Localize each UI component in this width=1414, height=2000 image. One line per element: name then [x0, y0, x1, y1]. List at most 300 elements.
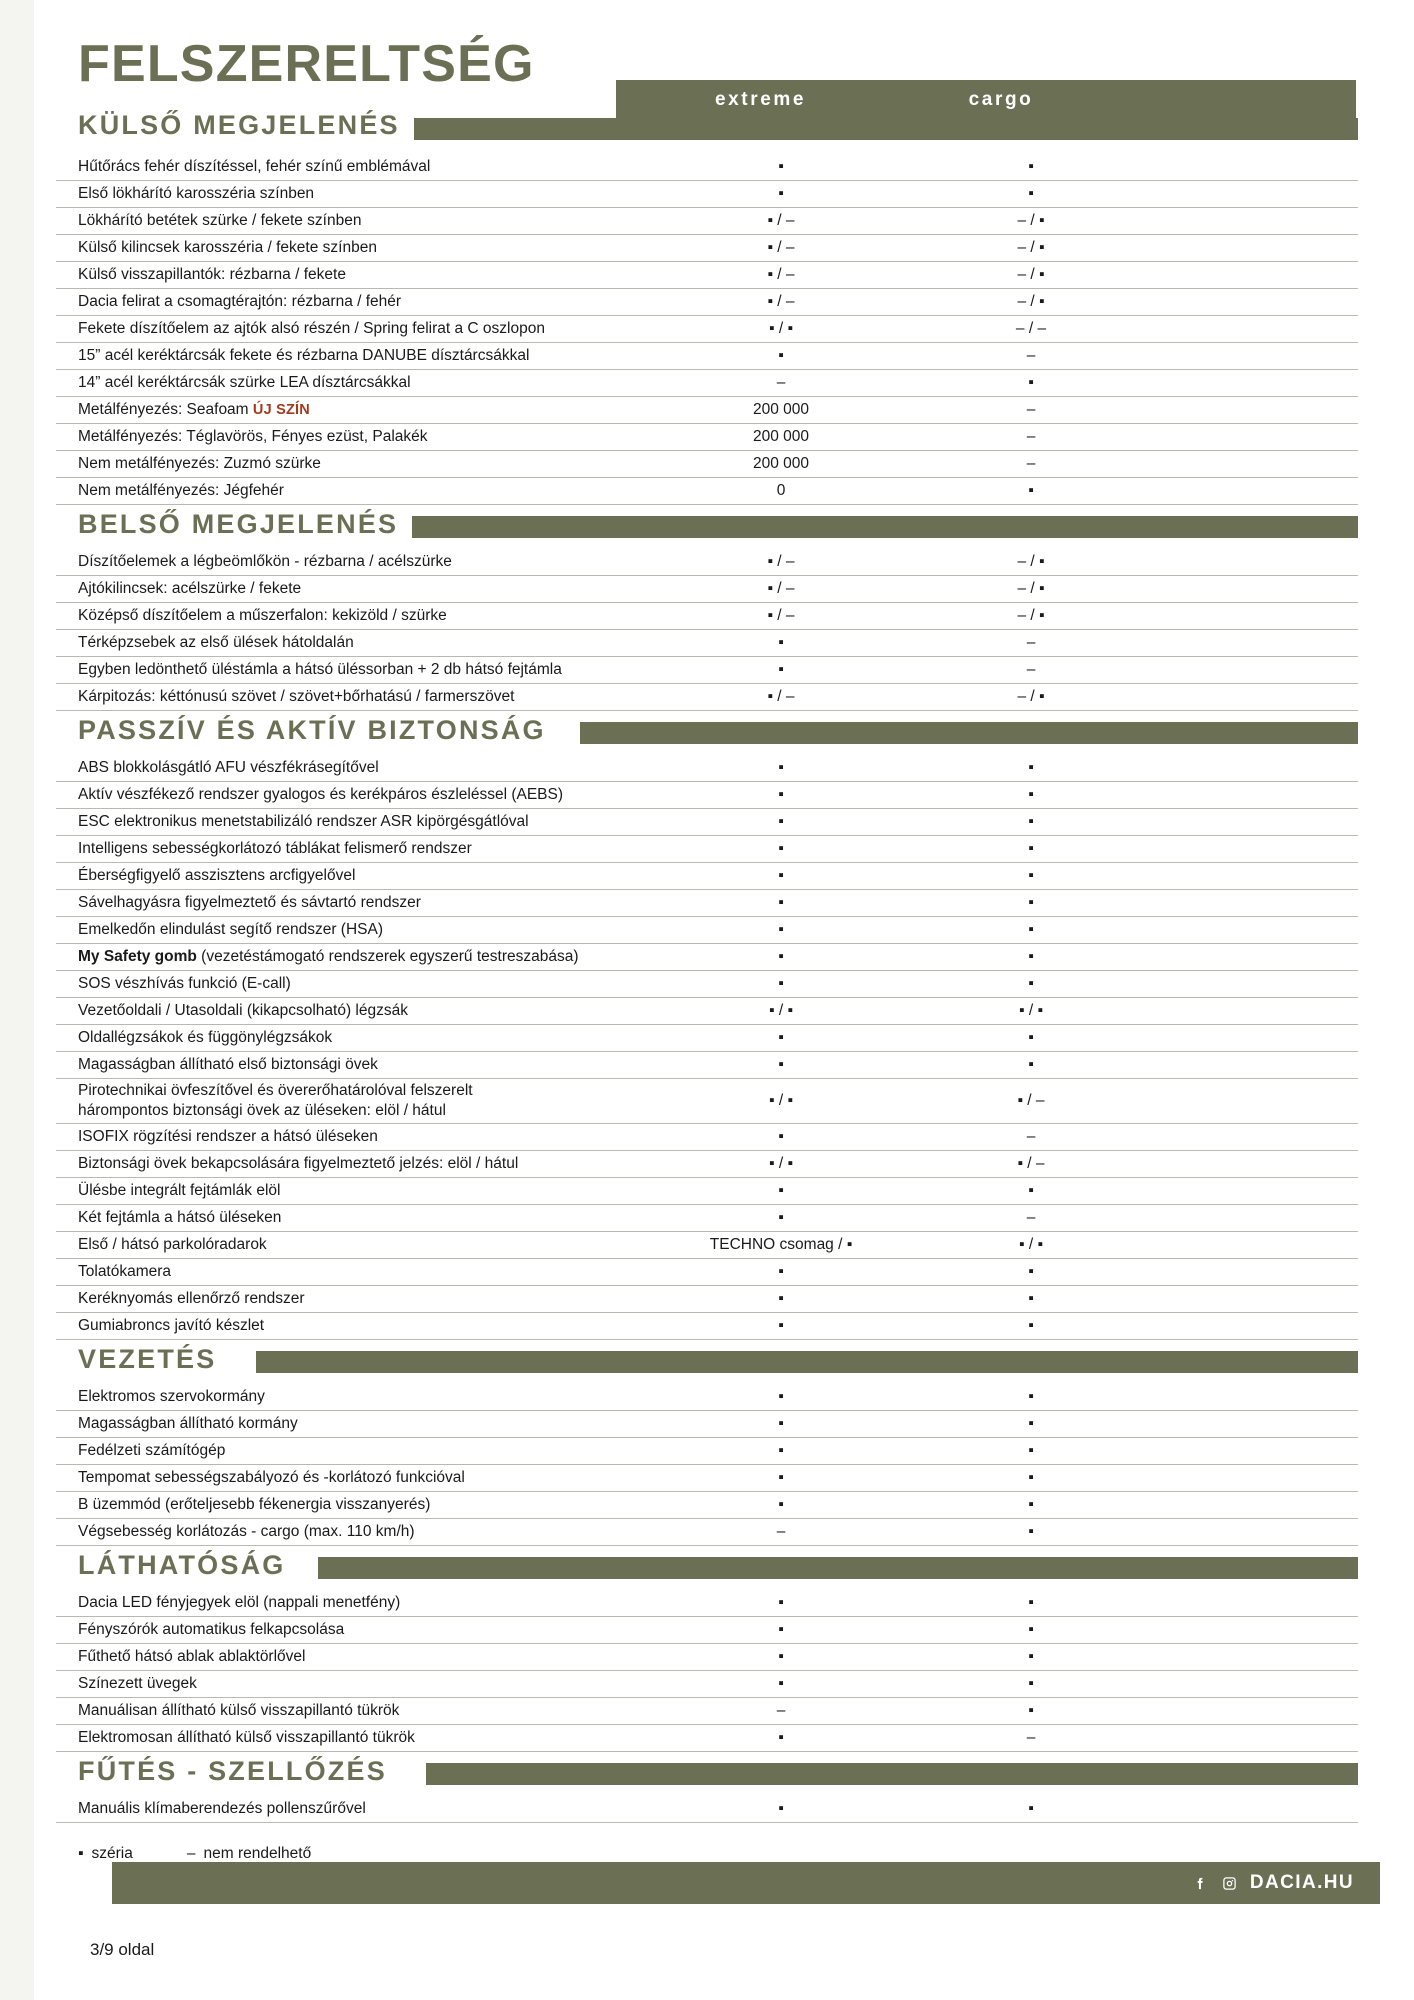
feature-label: [56, 1316, 656, 1336]
value-extreme: ▪: [778, 840, 784, 857]
feature-label: [56, 1441, 656, 1461]
value-cargo: ▪: [1028, 867, 1034, 884]
table-row: [56, 1232, 1358, 1259]
table-row: [56, 1025, 1358, 1052]
feature-label-text: Dacia LED fényjegyek elöl (nappali menetfény): [78, 1593, 401, 1611]
section-rule-belso: [408, 516, 1358, 538]
table-row: [56, 890, 1358, 917]
feature-label: [56, 292, 656, 312]
feature-label: [56, 211, 656, 231]
table-row: [56, 1286, 1358, 1313]
table-row: [56, 1698, 1358, 1725]
value-extreme: –: [776, 1701, 786, 1719]
value-extreme: ▪: [778, 158, 784, 175]
value-extreme: ▪: [778, 813, 784, 830]
value-cargo: ▪: [1028, 1647, 1034, 1665]
feature-label: [56, 1620, 656, 1640]
feature-label-text: Biztonsági övek bekapcsolására figyelmeztető jelzés: elöl / hátul: [78, 1154, 519, 1172]
value-cargo: ▪: [1028, 1701, 1034, 1719]
feature-label-text: Ajtókilincsek: acélszürke / fekete: [78, 580, 302, 598]
section-title-kulso: KÜLSŐ MEGJELENÉS: [78, 110, 414, 141]
table-row: [56, 424, 1358, 451]
feature-label: [56, 1081, 656, 1121]
page-number: 3/9 oldal: [90, 1940, 155, 1959]
feature-label: [56, 454, 656, 474]
feature-label-text: Kárpitozás: kéttónusú szövet / szövet+bőrhatású / farmerszövet: [78, 688, 515, 706]
footer-website-url[interactable]: DACIA.HU: [1249, 1872, 1354, 1893]
value-cargo: ▪: [1028, 948, 1034, 965]
table-row: [56, 1590, 1358, 1617]
feature-label-text: Lökhárító betétek szürke / fekete színben: [78, 212, 362, 230]
table-row: [56, 208, 1358, 235]
feature-label: [56, 974, 656, 994]
feature-label-text: Első lökhárító karosszéria színben: [78, 185, 315, 203]
value-cargo: –: [1026, 1208, 1036, 1226]
table-row: [56, 1671, 1358, 1698]
feature-label: [56, 660, 656, 680]
feature-label: [56, 1154, 656, 1174]
feature-label: [56, 1674, 656, 1694]
feature-label: [56, 265, 656, 285]
feature-label-line2: hárompontos biztonsági övek az üléseken: elöl / hátul: [78, 1101, 446, 1119]
feature-label-text: Metálfényezés: Téglavörös, Fényes ezüst, Palakék: [78, 428, 428, 446]
feature-label-text: Középső díszítőelem a műszerfalon: kekizöld / szürke: [78, 607, 447, 625]
value-extreme: ▪: [778, 921, 784, 938]
feature-label-text: Sávelhagyásra figyelmeztető és sávtartó rendszer: [78, 894, 421, 912]
table-row: [56, 1519, 1358, 1546]
value-extreme: ▪ / –: [767, 239, 795, 256]
table-row: [56, 1124, 1358, 1151]
value-extreme: ▪ / ▪: [769, 1002, 793, 1019]
value-cargo: ▪: [1028, 158, 1034, 175]
column-header-extreme: extreme: [714, 89, 807, 110]
feature-label: [56, 184, 656, 204]
section-heading-lathatosag: [56, 1548, 1358, 1590]
feature-label: [56, 1414, 656, 1434]
value-extreme: ▪: [778, 1468, 784, 1486]
feature-label-text: Elektromosan állítható külső visszapillantó tükrök: [78, 1728, 415, 1746]
section-rows-vezetes: [56, 1384, 1358, 1546]
value-cargo: ▪: [1028, 1674, 1034, 1692]
table-row: [56, 549, 1358, 576]
section-rule-lathatosag: [318, 1557, 1358, 1579]
feature-label-text: Oldallégzsákok és függönylégzsákok: [78, 1029, 333, 1047]
table-row: [56, 1725, 1358, 1752]
feature-label-text: Gumiabroncs javító készlet: [78, 1316, 265, 1334]
section-rule-kulso: [408, 118, 1358, 140]
value-cargo: ▪: [1028, 185, 1034, 202]
section-rows-kulso: [56, 154, 1358, 505]
feature-label-text: Fűthető hátsó ablak ablaktörlővel: [78, 1647, 306, 1665]
table-row: [56, 1079, 1358, 1124]
feature-label: [56, 481, 656, 501]
value-cargo: ▪: [1028, 1056, 1034, 1073]
value-extreme: ▪: [778, 1647, 784, 1665]
value-cargo: ▪: [1028, 921, 1034, 938]
value-extreme: ▪: [778, 1441, 784, 1459]
feature-label: [56, 1028, 656, 1048]
table-row: [56, 1205, 1358, 1232]
value-cargo: – / ▪: [1017, 688, 1045, 705]
table-row: [56, 917, 1358, 944]
value-extreme: ▪ / –: [767, 553, 795, 570]
feature-label: [56, 319, 656, 339]
value-extreme: 200 000: [752, 401, 810, 418]
value-extreme: ▪: [778, 185, 784, 202]
table-row: [56, 1644, 1358, 1671]
feature-label-text: ISOFIX rögzítési rendszer a hátsó üléseken: [78, 1127, 378, 1145]
value-extreme: ▪: [778, 759, 784, 776]
value-cargo: – / ▪: [1017, 239, 1045, 256]
footer-bar: [112, 1862, 1380, 1904]
feature-label-text: Intelligens sebességkorlátozó táblákat felismerő rendszer: [78, 840, 472, 858]
table-row: [56, 397, 1358, 424]
value-extreme: ▪: [778, 1593, 784, 1611]
feature-label-text: Külső kilincsek karosszéria / fekete színben: [78, 239, 377, 257]
value-cargo: – / ▪: [1017, 293, 1045, 310]
value-extreme: 200 000: [752, 455, 810, 472]
new-color-badge: ÚJ SZÍN: [252, 402, 310, 419]
value-extreme: ▪: [778, 1127, 784, 1145]
feature-label-text: Két fejtámla a hátsó üléseken: [78, 1208, 282, 1226]
feature-label-text: Keréknyomás ellenőrző rendszer: [78, 1289, 305, 1307]
value-cargo: ▪: [1028, 1029, 1034, 1046]
feature-label: [56, 1468, 656, 1488]
feature-label: [56, 1208, 656, 1228]
value-cargo: ▪: [1028, 1262, 1034, 1280]
value-extreme: ▪ / –: [767, 580, 795, 597]
value-extreme: –: [776, 374, 786, 391]
section-rows-futes: [56, 1796, 1358, 1823]
feature-label: [56, 552, 656, 572]
legend-standard-symbol: ▪: [78, 1844, 84, 1862]
table-row: [56, 576, 1358, 603]
value-extreme: ▪: [778, 661, 784, 678]
value-cargo: – / –: [1015, 320, 1047, 337]
table-row: [56, 1259, 1358, 1286]
feature-label: [56, 812, 656, 832]
feature-label: [56, 238, 656, 258]
section-title-lathatosag: LÁTHATÓSÁG: [78, 1550, 299, 1581]
value-cargo: – / ▪: [1017, 212, 1045, 229]
feature-label-text: ABS blokkolásgátló AFU vészfékrásegítővel: [78, 759, 379, 777]
value-extreme: ▪: [778, 1799, 784, 1817]
feature-label-text: Térképzsebek az első ülések hátoldalán: [78, 634, 354, 652]
table-row: [56, 657, 1358, 684]
feature-label-text: B üzemmód (erőteljesebb fékenergia visszanyerés): [78, 1495, 431, 1513]
feature-label: [56, 346, 656, 366]
feature-label-line1: Pirotechnikai övfeszítővel és övererőhatárolóval felszerelt: [78, 1082, 473, 1099]
value-extreme: ▪: [778, 1620, 784, 1638]
table-row: [56, 944, 1358, 971]
table-row: [56, 1151, 1358, 1178]
feature-label-text: ESC elektronikus menetstabilizáló rendszer ASR kipörgésgátlóval: [78, 813, 529, 831]
value-extreme: ▪ / ▪: [769, 1154, 793, 1172]
value-extreme: ▪ / ▪: [769, 1091, 793, 1109]
value-cargo: –: [1026, 634, 1036, 651]
table-row: [56, 262, 1358, 289]
legend: [56, 1845, 1358, 1863]
value-cargo: ▪: [1028, 894, 1034, 911]
section-title-biztonsag: PASSZÍV ÉS AKTÍV BIZTONSÁG: [78, 715, 560, 746]
feature-label-text: Ülésbe integrált fejtámlák elöl: [78, 1181, 281, 1199]
feature-label-text: Emelkedőn elindulást segítő rendszer (HSA): [78, 921, 383, 939]
facebook-icon[interactable]: [1192, 1875, 1209, 1892]
value-cargo: ▪: [1028, 1522, 1034, 1540]
value-extreme: ▪: [778, 1495, 784, 1513]
feature-label: [56, 1387, 656, 1407]
table-row: [56, 782, 1358, 809]
legend-standard-text: széria: [91, 1844, 133, 1862]
value-extreme: ▪: [778, 1208, 784, 1226]
feature-label: [56, 427, 656, 447]
feature-label: [56, 1055, 656, 1075]
feature-label-text: Manuálisan állítható külső visszapillantó tükrök: [78, 1701, 400, 1719]
feature-label: [56, 1647, 656, 1667]
section-heading-futes: [56, 1754, 1358, 1796]
feature-label: [56, 606, 656, 626]
value-cargo: –: [1026, 347, 1036, 364]
feature-label: [56, 1181, 656, 1201]
table-row: [56, 630, 1358, 657]
feature-label: [56, 1289, 656, 1309]
section-title-vezetes: VEZETÉS: [78, 1344, 230, 1375]
value-cargo: ▪: [1028, 1441, 1034, 1459]
feature-label: [56, 785, 656, 805]
section-rows-belso: [56, 549, 1358, 711]
value-extreme: ▪ / –: [767, 293, 795, 310]
table-row: [56, 809, 1358, 836]
feature-label: [56, 1799, 656, 1819]
feature-label-text: Egyben ledönthető üléstámla a hátsó üléssorban + 2 db hátsó fejtámla: [78, 661, 562, 679]
page-title: FELSZERELTSÉG: [78, 35, 535, 93]
table-row: [56, 755, 1358, 782]
value-cargo: – / ▪: [1017, 607, 1045, 624]
feature-label: [56, 687, 656, 707]
feature-label-text: Metálfényezés: Seafoam: [78, 401, 249, 419]
feature-label: [56, 839, 656, 859]
section-title-futes: FŰTÉS - SZELLŐZÉS: [78, 1756, 401, 1787]
value-extreme: ▪: [778, 1262, 784, 1280]
value-cargo: ▪: [1028, 1289, 1034, 1307]
value-cargo: ▪ / –: [1017, 1091, 1045, 1109]
feature-label: [56, 1593, 656, 1613]
feature-label: [56, 373, 656, 393]
feature-label-text: Díszítőelemek a légbeömlőkön - rézbarna / acélszürke: [78, 553, 452, 571]
table-row: [56, 603, 1358, 630]
value-cargo: ▪: [1028, 1593, 1034, 1611]
table-row: [56, 1465, 1358, 1492]
table-row: [56, 316, 1358, 343]
table-row: [56, 181, 1358, 208]
legend-standard: [78, 1845, 133, 1863]
value-cargo: –: [1026, 1728, 1036, 1746]
table-row: [56, 451, 1358, 478]
section-heading-biztonsag: [56, 713, 1358, 755]
feature-label: [56, 1701, 656, 1721]
table-row: [56, 1411, 1358, 1438]
value-extreme: ▪: [778, 1181, 784, 1199]
table-row: [56, 478, 1358, 505]
feature-label: [56, 758, 656, 778]
legend-unavailable-text: nem rendelhető: [203, 1844, 312, 1862]
value-cargo: ▪: [1028, 1468, 1034, 1486]
table-row: [56, 998, 1358, 1025]
section-rows-lathatosag: [56, 1590, 1358, 1752]
feature-label: [56, 1001, 656, 1021]
value-cargo: ▪: [1028, 482, 1034, 499]
table-row: [56, 235, 1358, 262]
feature-label-text: Dacia felirat a csomagtérajtón: rézbarna / fehér: [78, 293, 402, 311]
value-extreme: ▪: [778, 1414, 784, 1432]
sections-container: [56, 108, 1358, 1823]
value-extreme: ▪ / –: [767, 607, 795, 624]
feature-label: [56, 1728, 656, 1748]
value-extreme: ▪ / ▪: [769, 320, 793, 337]
value-cargo: ▪: [1028, 759, 1034, 776]
value-extreme: ▪: [778, 786, 784, 803]
feature-label-text: Nem metálfényezés: Jégfehér: [78, 482, 284, 500]
spec-sheet-page: [34, 0, 1414, 2000]
feature-label-text: Külső visszapillantók: rézbarna / fekete: [78, 266, 346, 284]
table-row: [56, 836, 1358, 863]
value-cargo: ▪: [1028, 1181, 1034, 1199]
section-rows-biztonsag: [56, 755, 1358, 1340]
table-row: [56, 1178, 1358, 1205]
value-extreme: 200 000: [752, 428, 810, 445]
value-cargo: – / ▪: [1017, 266, 1045, 283]
feature-label: [56, 920, 656, 940]
value-cargo: ▪: [1028, 813, 1034, 830]
feature-label-text: Vezetőoldali / Utasoldali (kikapcsolható) légzsák: [78, 1002, 408, 1020]
feature-label-text: Fekete díszítőelem az ajtók alsó részén / Spring felirat a C oszlopon: [78, 320, 545, 338]
feature-label-text: Aktív vészfékező rendszer gyalogos és kerékpáros észleléssel (AEBS): [78, 786, 564, 804]
feature-label-text: Manuális klímaberendezés pollenszűrővel: [78, 1799, 366, 1817]
table-row: [56, 1492, 1358, 1519]
value-extreme: ▪: [778, 867, 784, 884]
table-row: [56, 1052, 1358, 1079]
feature-label-text: Tolatókamera: [78, 1262, 172, 1280]
value-extreme: ▪ / –: [767, 266, 795, 283]
feature-label-text: 14” acél keréktárcsák szürke LEA dísztárcsákkal: [78, 374, 411, 392]
feature-label: [56, 157, 656, 177]
column-header-cargo: cargo: [968, 89, 1034, 110]
value-extreme: ▪: [778, 347, 784, 364]
value-cargo: –: [1026, 428, 1036, 445]
feature-label-text: Tempomat sebességszabályozó és -korlátozó funkcióval: [78, 1468, 465, 1486]
table-row: [56, 1384, 1358, 1411]
table-row: [56, 370, 1358, 397]
value-extreme: ▪: [778, 1029, 784, 1046]
feature-label: [56, 1522, 656, 1542]
feature-label-text: Első / hátsó parkolóradarok: [78, 1235, 267, 1253]
feature-label-text: Színezett üvegek: [78, 1674, 197, 1692]
value-extreme: ▪: [778, 975, 784, 992]
value-cargo: ▪: [1028, 1495, 1034, 1513]
section-heading-kulso: [56, 108, 1358, 154]
section-heading-vezetes: [56, 1342, 1358, 1384]
value-cargo: ▪ / ▪: [1019, 1235, 1043, 1253]
feature-label: [56, 633, 656, 653]
feature-label-bold: My Safety gomb: [78, 948, 197, 966]
value-extreme: ▪: [778, 894, 784, 911]
feature-label-text: Végsebesség korlátozás - cargo (max. 110 km/h): [78, 1522, 415, 1540]
value-extreme: ▪: [778, 1674, 784, 1692]
feature-label-text: SOS vészhívás funkció (E-call): [78, 975, 291, 993]
section-rule-vezetes: [256, 1351, 1358, 1373]
legend-unavailable: [187, 1845, 311, 1863]
feature-label: [56, 400, 656, 420]
feature-label: [56, 866, 656, 886]
value-cargo: –: [1026, 661, 1036, 678]
table-row: [56, 1313, 1358, 1340]
value-cargo: ▪: [1028, 786, 1034, 803]
table-row: [56, 1796, 1358, 1823]
table-row: [56, 1438, 1358, 1465]
instagram-icon[interactable]: [1221, 1875, 1238, 1892]
feature-label: [56, 579, 656, 599]
value-extreme: ▪: [778, 1289, 784, 1307]
value-cargo: –: [1026, 455, 1036, 472]
value-cargo: – / ▪: [1017, 553, 1045, 570]
feature-label-text: Fényszórók automatikus felkapcsolása: [78, 1620, 345, 1638]
feature-label-text: Elektromos szervokormány: [78, 1387, 265, 1405]
section-rule-futes: [426, 1763, 1358, 1785]
value-extreme: –: [776, 1522, 786, 1540]
value-cargo: ▪: [1028, 374, 1034, 391]
feature-label-text: Éberségfigyelő asszisztens arcfigyelővel: [78, 867, 356, 885]
table-row: [56, 1617, 1358, 1644]
value-cargo: ▪: [1028, 1316, 1034, 1334]
value-cargo: –: [1026, 1127, 1036, 1145]
table-row: [56, 971, 1358, 998]
table-row: [56, 154, 1358, 181]
value-cargo: ▪ / –: [1017, 1154, 1045, 1172]
section-heading-belso: [56, 507, 1358, 549]
value-extreme: TECHNO csomag / ▪: [709, 1235, 853, 1253]
feature-label: [56, 893, 656, 913]
table-row: [56, 684, 1358, 711]
value-cargo: ▪: [1028, 1620, 1034, 1638]
value-cargo: ▪: [1028, 975, 1034, 992]
value-extreme: ▪: [778, 948, 784, 965]
feature-label-text: Magasságban állítható kormány: [78, 1414, 298, 1432]
value-extreme: ▪: [778, 1056, 784, 1073]
value-extreme: ▪: [778, 634, 784, 651]
value-extreme: ▪: [778, 1728, 784, 1746]
value-extreme: 0: [776, 482, 786, 499]
table-row: [56, 863, 1358, 890]
feature-label-text: 15” acél keréktárcsák fekete és rézbarna DANUBE dísztárcsákkal: [78, 347, 530, 365]
feature-label-text: Fedélzeti számítógép: [78, 1441, 226, 1459]
feature-label: [56, 1127, 656, 1147]
feature-label-text: Magasságban állítható első biztonsági övek: [78, 1056, 378, 1074]
value-cargo: ▪: [1028, 1387, 1034, 1405]
value-extreme: ▪: [778, 1387, 784, 1405]
page-edge-strip: [0, 0, 34, 2000]
value-cargo: – / ▪: [1017, 580, 1045, 597]
table-row: [56, 289, 1358, 316]
value-extreme: ▪ / –: [767, 212, 795, 229]
feature-label: [56, 1235, 656, 1255]
legend-unavailable-symbol: –: [186, 1844, 196, 1862]
section-title-belso: BELSŐ MEGJELENÉS: [78, 509, 412, 540]
table-row: [56, 343, 1358, 370]
feature-label-text: Hűtőrács fehér díszítéssel, fehér színű emblémával: [78, 158, 431, 176]
feature-label: [56, 1495, 656, 1515]
feature-label: [56, 1262, 656, 1282]
value-cargo: ▪: [1028, 840, 1034, 857]
